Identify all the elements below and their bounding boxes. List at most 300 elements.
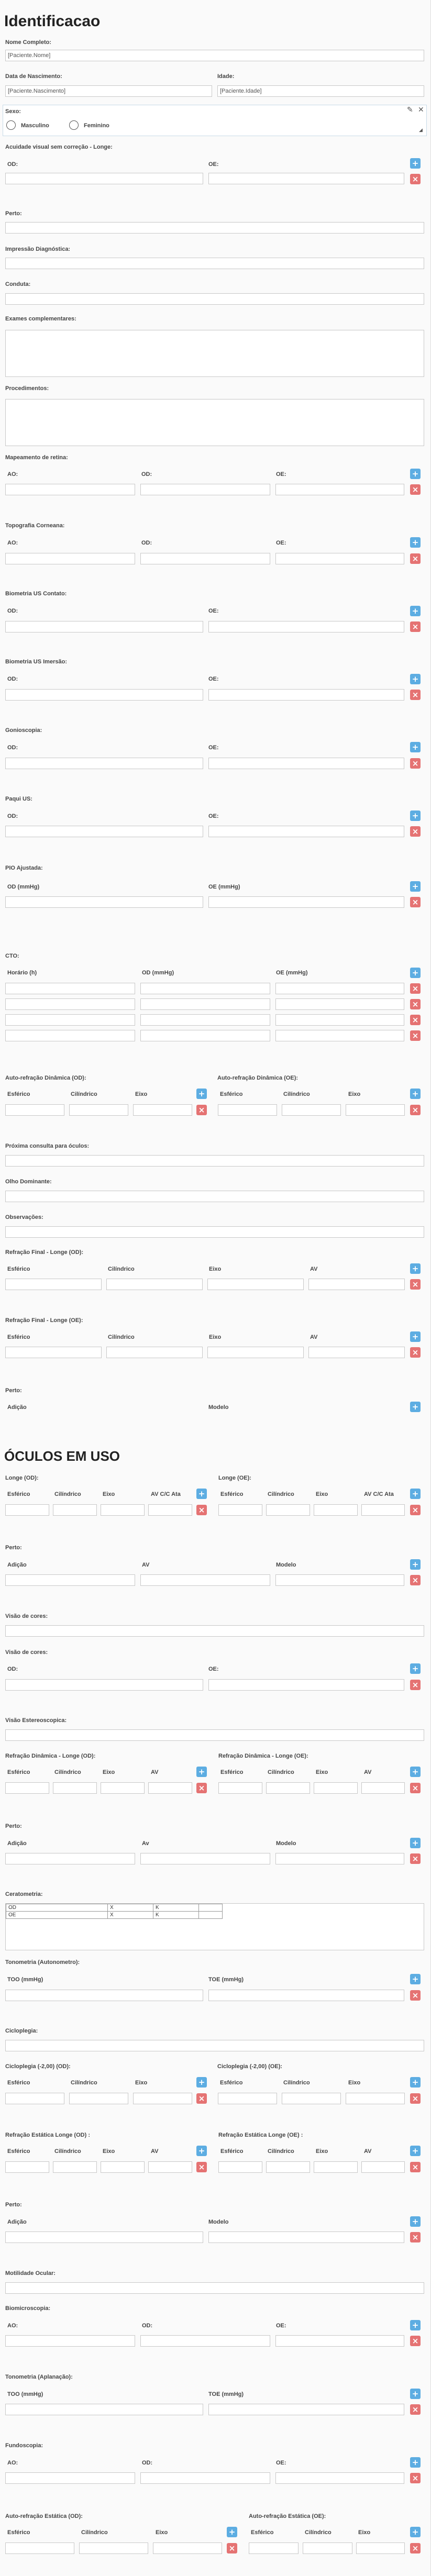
longe-oe-remove-button[interactable]: × xyxy=(410,1505,421,1515)
perto4-add-button[interactable]: + xyxy=(410,1838,421,1848)
mapeamento-add-button[interactable]: + xyxy=(410,469,421,479)
refracao-od-esf-col: Esférico xyxy=(7,1266,30,1272)
refest-oe-eixo-col: Eixo xyxy=(316,2148,328,2155)
kerato-cell[interactable]: K xyxy=(153,1912,199,1919)
acuidade-oe-input[interactable] xyxy=(208,173,404,184)
autoest-od-add-button[interactable]: + xyxy=(227,2527,237,2537)
kerato-cell[interactable]: X xyxy=(108,1904,153,1912)
refracao-oe-cil-input[interactable] xyxy=(106,1347,203,1358)
biometria-imersao-add-button[interactable]: + xyxy=(410,674,421,684)
refracao-oe-esf-col: Esférico xyxy=(7,1334,30,1340)
tonometria-auto-add-button[interactable]: + xyxy=(410,1974,421,1984)
pio-add-button[interactable]: + xyxy=(410,881,421,892)
perto4-modelo-input[interactable] xyxy=(275,1853,404,1864)
longe-od-cil-col: Cilíndrico xyxy=(54,1491,81,1497)
refest-od-eixo-col: Eixo xyxy=(103,2148,115,2155)
longe-oe-add-button[interactable]: + xyxy=(410,1489,421,1499)
mapeamento-ao-col: AO: xyxy=(7,471,18,478)
observacoes-label: Observações: xyxy=(5,1214,43,1220)
biometria-contato-remove-button[interactable]: × xyxy=(410,621,421,632)
cto-row1-horario[interactable] xyxy=(5,983,135,994)
perto3-label: Perto: xyxy=(5,1545,22,1551)
acuidade-remove-button[interactable]: × xyxy=(410,174,421,184)
refdin-oe-add-button[interactable]: + xyxy=(410,1767,421,1777)
perto3-add-button[interactable]: + xyxy=(410,1559,421,1570)
gonioscopia-oe-col: OE: xyxy=(208,745,219,751)
autoref-od-eixo-input[interactable] xyxy=(133,1104,192,1116)
cto-row4-horario[interactable] xyxy=(5,1030,135,1041)
cicloplegia-label: Cicloplegia: xyxy=(5,2028,38,2034)
biomicroscopia-remove-button[interactable]: × xyxy=(410,2336,421,2346)
pio-ajustada-label: PIO Ajustada: xyxy=(5,865,43,871)
ciclo-oe-label: Cicloplegia (-2,00) (OE): xyxy=(217,2063,283,2070)
autoest-od-esf-input[interactable] xyxy=(5,2542,74,2554)
ciclo-oe-eixo-input[interactable] xyxy=(346,2093,405,2104)
ciclo-od-add-button[interactable]: + xyxy=(196,2077,207,2088)
cto-row3-horario[interactable] xyxy=(5,1014,135,1026)
fundoscopia-oe-input[interactable] xyxy=(275,2472,404,2484)
topografia-ao-input[interactable] xyxy=(5,553,135,564)
autoref-od-label: Auto-refração Dinâmica (OD): xyxy=(5,1075,86,1081)
biometria-imersao-od-col: OD: xyxy=(7,676,18,682)
cto-row3-od[interactable] xyxy=(140,1014,270,1026)
refdin-oe-eixo-col: Eixo xyxy=(316,1769,328,1775)
biomicroscopia-oe-col: OE: xyxy=(276,2323,286,2329)
refest-od-cil-input[interactable] xyxy=(53,2161,97,2173)
mapeamento-label: Mapeamento de retina: xyxy=(5,454,68,461)
refracao-oe-eixo-input[interactable] xyxy=(207,1347,304,1358)
perto3-modelo-input[interactable] xyxy=(275,1574,404,1586)
visao-cores1-input[interactable] xyxy=(5,1625,424,1637)
refdin-od-remove-button[interactable]: × xyxy=(196,1783,207,1793)
perto3-adicao-col: Adição xyxy=(7,1562,27,1568)
refracao-od-eixo-col: Eixo xyxy=(209,1266,222,1272)
mapeamento-od-col: OD: xyxy=(141,471,152,478)
perto2-add-button[interactable]: + xyxy=(410,1402,421,1412)
paqui-oe-col: OE: xyxy=(208,813,219,819)
visao-estereo-input[interactable] xyxy=(5,1729,424,1741)
refest-od-eixo-input[interactable] xyxy=(101,2161,145,2173)
refdin-od-av-input[interactable] xyxy=(148,1782,192,1794)
paqui-od-col: OD: xyxy=(7,813,18,819)
refest-oe-add-button[interactable]: + xyxy=(410,2146,421,2156)
perto5-modelo-input[interactable] xyxy=(208,2231,404,2243)
autoref-oe-cil-input[interactable] xyxy=(282,1104,341,1116)
gonioscopia-od-input[interactable] xyxy=(5,758,203,769)
cto-row2-horario[interactable] xyxy=(5,998,135,1010)
refdin-oe-remove-button[interactable]: × xyxy=(410,1783,421,1793)
idade-input[interactable]: [Paciente.Idade] xyxy=(217,85,424,97)
topografia-od-input[interactable] xyxy=(140,553,270,564)
paqui-remove-button[interactable]: × xyxy=(410,826,421,837)
olho-dominante-label: Olho Dominante: xyxy=(5,1179,52,1185)
topografia-remove-button[interactable]: × xyxy=(410,553,421,564)
autoest-oe-esf-col: Esférico xyxy=(251,2529,274,2536)
refdin-oe-esf-input[interactable] xyxy=(218,1782,262,1794)
refracao-od-add-button[interactable]: + xyxy=(410,1263,421,1274)
biometria-imersao-oe-input[interactable] xyxy=(208,689,404,701)
impressao-label: Impressão Diagnóstica: xyxy=(5,246,71,252)
refracao-oe-av-input[interactable] xyxy=(308,1347,405,1358)
ceratometria-row-od xyxy=(6,1904,223,1912)
refracao-oe-remove-button[interactable]: × xyxy=(410,1347,421,1358)
cto-row4-oe[interactable] xyxy=(275,1030,404,1041)
autoest-oe-esf-input[interactable] xyxy=(249,2542,299,2554)
gonioscopia-label: Gonioscopia: xyxy=(5,727,42,734)
ciclo-od-eixo-input[interactable] xyxy=(133,2093,192,2104)
autoref-oe-cil-col: Cilíndrico xyxy=(283,1091,310,1097)
perto5-add-button[interactable]: + xyxy=(410,2216,421,2227)
tonometria-apl-toe-col: TOE (mmHg) xyxy=(208,2391,244,2397)
cto-od-col: OD (mmHg) xyxy=(142,970,174,976)
visao-cores2-od-col: OD: xyxy=(7,1666,18,1672)
pio-oe-input[interactable] xyxy=(208,896,404,908)
longe-oe-label: Longe (OE): xyxy=(218,1475,251,1481)
pio-od-input[interactable] xyxy=(5,896,203,908)
cto-row1-remove-button[interactable]: × xyxy=(410,983,421,994)
longe-od-esf-col: Esférico xyxy=(7,1491,30,1497)
proxima-input[interactable] xyxy=(5,1155,424,1167)
cto-horario-col: Horário (h) xyxy=(7,970,37,976)
refest-od-remove-button[interactable]: × xyxy=(196,2162,207,2172)
gonioscopia-oe-input[interactable] xyxy=(208,758,404,769)
autoest-oe-remove-button[interactable]: × xyxy=(410,2543,421,2553)
proxima-label: Próxima consulta para óculos: xyxy=(5,1143,90,1149)
autoref-oe-add-button[interactable]: + xyxy=(410,1089,421,1099)
ciclo-od-eixo-col: Eixo xyxy=(135,2080,148,2086)
refest-oe-remove-button[interactable]: × xyxy=(410,2162,421,2172)
cto-row2-oe[interactable] xyxy=(275,998,404,1010)
biomicroscopia-ao-col: AO: xyxy=(7,2323,18,2329)
motilidade-input[interactable] xyxy=(5,2282,424,2294)
ciclo-od-remove-button[interactable]: × xyxy=(196,2093,207,2104)
autoest-oe-label: Auto-refração Estática (OE): xyxy=(249,2513,326,2519)
autoref-od-esf-input[interactable] xyxy=(5,1104,64,1116)
perto-input[interactable] xyxy=(5,222,424,234)
perto2-modelo-col: Modelo xyxy=(208,1404,229,1411)
autoest-od-cil-input[interactable] xyxy=(79,2542,148,2554)
acuidade-add-button[interactable]: + xyxy=(410,158,421,169)
fundoscopia-remove-button[interactable]: × xyxy=(410,2473,421,2483)
cto-row4-remove-button[interactable]: × xyxy=(410,1030,421,1041)
sexo-box xyxy=(3,105,427,136)
ceratometria-label: Ceratometria: xyxy=(5,1891,43,1897)
biometria-contato-od-col: OD: xyxy=(7,608,18,614)
refest-od-add-button[interactable]: + xyxy=(196,2146,207,2156)
autoref-od-cil-input[interactable] xyxy=(69,1104,128,1116)
longe-od-eixo-input[interactable] xyxy=(101,1504,145,1516)
ciclo-oe-esf-input[interactable] xyxy=(218,2093,277,2104)
paqui-add-button[interactable]: + xyxy=(410,810,421,821)
refdin-oe-av-col: AV xyxy=(364,1769,372,1775)
refdin-oe-eixo-input[interactable] xyxy=(314,1782,358,1794)
perto5-modelo-col: Modelo xyxy=(208,2219,229,2225)
longe-od-label: Longe (OD): xyxy=(5,1475,39,1481)
refdin-oe-cil-input[interactable] xyxy=(266,1782,310,1794)
cto-row1-oe[interactable] xyxy=(275,983,404,994)
tonometria-auto-too-input[interactable] xyxy=(5,1990,203,2001)
refracao-od-cil-col: Cilíndrico xyxy=(108,1266,135,1272)
topografia-add-button[interactable]: + xyxy=(410,537,421,548)
refdin-oe-label: Refração Dinâmica - Longe (OE): xyxy=(218,1753,308,1759)
pio-remove-button[interactable]: × xyxy=(410,897,421,907)
cto-add-button[interactable]: + xyxy=(410,968,421,978)
tonometria-auto-remove-button[interactable]: × xyxy=(410,1990,421,2001)
cto-row2-od[interactable] xyxy=(140,998,270,1010)
cto-row4-od[interactable] xyxy=(140,1030,270,1041)
autoref-od-remove-button[interactable]: × xyxy=(196,1105,207,1115)
olho-dominante-input[interactable] xyxy=(5,1191,424,1202)
paqui-od-input[interactable] xyxy=(5,826,203,837)
perto4-av-input[interactable] xyxy=(140,1853,270,1864)
longe-od-cil-input[interactable] xyxy=(53,1504,97,1516)
visao-cores2-add-button[interactable]: + xyxy=(410,1663,421,1674)
fundoscopia-add-button[interactable]: + xyxy=(410,2457,421,2468)
cicloplegia-input[interactable] xyxy=(5,2040,424,2051)
ciclo-oe-cil-input[interactable] xyxy=(282,2093,341,2104)
longe-oe-av-input[interactable] xyxy=(361,1504,405,1516)
sexo-label: Sexo: xyxy=(5,108,21,115)
refracao-oe-esf-input[interactable] xyxy=(5,1347,102,1358)
ciclo-oe-add-button[interactable]: + xyxy=(410,2077,421,2088)
perto5-adicao-input[interactable] xyxy=(5,2231,203,2243)
longe-oe-esf-input[interactable] xyxy=(218,1504,262,1516)
nascimento-label: Data de Nascimento: xyxy=(5,73,62,80)
longe-oe-eixo-col: Eixo xyxy=(316,1491,328,1497)
refest-oe-esf-col: Esférico xyxy=(220,2148,244,2155)
visao-estereo-label: Visão Estereoscopica: xyxy=(5,1717,67,1724)
refdin-od-add-button[interactable]: + xyxy=(196,1767,207,1777)
biomicroscopia-ao-input[interactable] xyxy=(5,2335,135,2347)
cto-row1-od[interactable] xyxy=(140,983,270,994)
autoest-od-esf-col: Esférico xyxy=(7,2529,30,2536)
mapeamento-od-input[interactable] xyxy=(140,484,270,495)
procedimentos-textarea[interactable] xyxy=(5,399,424,446)
gonioscopia-remove-button[interactable]: × xyxy=(410,758,421,769)
tonometria-auto-label: Tonometria (Autonometro): xyxy=(5,1959,80,1966)
visao-cores2-oe-input[interactable] xyxy=(208,1679,404,1691)
perto2-adicao-col: Adição xyxy=(7,1404,27,1411)
paqui-oe-input[interactable] xyxy=(208,826,404,837)
refest-od-esf-input[interactable] xyxy=(5,2161,49,2173)
ciclo-od-cil-input[interactable] xyxy=(69,2093,128,2104)
refdin-od-av-col: AV xyxy=(151,1769,159,1775)
autoest-od-remove-button[interactable]: × xyxy=(227,2543,237,2553)
longe-oe-cil-col: Cilíndrico xyxy=(268,1491,294,1497)
resize-icon[interactable]: ◢ xyxy=(419,128,423,133)
impressao-input[interactable] xyxy=(5,258,424,269)
longe-od-eixo-col: Eixo xyxy=(103,1491,115,1497)
refdin-od-esf-input[interactable] xyxy=(5,1782,49,1794)
longe-od-esf-input[interactable] xyxy=(5,1504,49,1516)
perto3-av-col: AV xyxy=(142,1562,150,1568)
paqui-label: Paqui US: xyxy=(5,796,32,802)
mapeamento-ao-input[interactable] xyxy=(5,484,135,495)
refracao-od-av-input[interactable] xyxy=(308,1279,405,1290)
kerato-cell[interactable] xyxy=(199,1912,223,1919)
biometria-contato-add-button[interactable]: + xyxy=(410,606,421,616)
longe-od-av-input[interactable] xyxy=(148,1504,192,1516)
kerato-cell[interactable]: OE xyxy=(6,1912,108,1919)
edit-icon[interactable]: ✎ xyxy=(407,106,413,114)
perto4-adicao-input[interactable] xyxy=(5,1853,135,1864)
autoest-oe-cil-input[interactable] xyxy=(303,2542,352,2554)
tonometria-apl-toe-input[interactable] xyxy=(208,2404,404,2415)
page-title: Identificacao xyxy=(4,13,101,30)
cto-row3-remove-button[interactable]: × xyxy=(410,1015,421,1025)
longe-oe-eixo-input[interactable] xyxy=(314,1504,358,1516)
autoref-oe-remove-button[interactable]: × xyxy=(410,1105,421,1115)
autoref-oe-eixo-input[interactable] xyxy=(346,1104,405,1116)
autoest-oe-eixo-input[interactable] xyxy=(356,2542,405,2554)
perto3-av-input[interactable] xyxy=(140,1574,270,1586)
tonometria-apl-remove-button[interactable]: × xyxy=(410,2404,421,2415)
refdin-od-cil-col: Cilíndrico xyxy=(54,1769,81,1775)
biomicroscopia-add-button[interactable]: + xyxy=(410,2320,421,2330)
fundoscopia-od-input[interactable] xyxy=(140,2472,270,2484)
perto4-remove-button[interactable]: × xyxy=(410,1853,421,1864)
biometria-imersao-oe-col: OE: xyxy=(208,676,219,682)
autoest-od-cil-col: Cilíndrico xyxy=(81,2529,108,2536)
acuidade-od-col: OD: xyxy=(7,161,18,168)
kerato-cell[interactable]: X xyxy=(108,1912,153,1919)
refest-oe-esf-input[interactable] xyxy=(218,2161,262,2173)
visao-cores2-oe-col: OE: xyxy=(208,1666,219,1672)
autoest-oe-cil-col: Cilíndrico xyxy=(305,2529,331,2536)
topografia-od-col: OD: xyxy=(141,540,152,546)
cto-row2-remove-button[interactable]: × xyxy=(410,999,421,1009)
topografia-ao-col: AO: xyxy=(7,540,18,546)
fundoscopia-ao-input[interactable] xyxy=(5,2472,135,2484)
perto-label: Perto: xyxy=(5,210,22,217)
ciclo-oe-esf-col: Esférico xyxy=(220,2080,243,2086)
visao-cores1-label: Visão de cores: xyxy=(5,1613,48,1619)
exames-label: Exames complementares: xyxy=(5,316,76,322)
longe-od-remove-button[interactable]: × xyxy=(196,1505,207,1515)
nascimento-input[interactable]: [Paciente.Nascimento] xyxy=(5,85,212,97)
tonometria-apl-too-input[interactable] xyxy=(5,2404,203,2415)
biomicroscopia-od-col: OD: xyxy=(142,2323,153,2329)
refracao-oe-label: Refração Final - Longe (OE): xyxy=(5,1317,83,1324)
refest-oe-eixo-input[interactable] xyxy=(314,2161,358,2173)
refracao-od-esf-input[interactable] xyxy=(5,1279,102,1290)
autoref-od-eixo-col: Eixo xyxy=(135,1091,148,1097)
topografia-oe-input[interactable] xyxy=(275,553,404,564)
tonometria-auto-toe-input[interactable] xyxy=(208,1990,404,2001)
refdin-od-cil-input[interactable] xyxy=(53,1782,97,1794)
autoref-od-add-button[interactable]: + xyxy=(196,1089,207,1099)
autoref-oe-esf-input[interactable] xyxy=(218,1104,277,1116)
refest-od-av-col: AV xyxy=(151,2148,159,2155)
visao-cores2-od-input[interactable] xyxy=(5,1679,203,1691)
refest-od-cil-col: Cilíndrico xyxy=(54,2148,81,2155)
observacoes-input[interactable] xyxy=(5,1226,424,1238)
biometria-imersao-od-input[interactable] xyxy=(5,689,203,701)
fundoscopia-label: Fundoscopia: xyxy=(5,2442,43,2449)
biometria-contato-oe-input[interactable] xyxy=(208,621,404,632)
refracao-od-cil-input[interactable] xyxy=(106,1279,203,1290)
refest-oe-cil-input[interactable] xyxy=(266,2161,310,2173)
refracao-od-label: Refração Final - Longe (OD): xyxy=(5,1249,84,1256)
biometria-contato-oe-col: OE: xyxy=(208,608,219,614)
acuidade-od-input[interactable] xyxy=(5,173,203,184)
fundoscopia-ao-col: AO: xyxy=(7,2460,18,2466)
refracao-od-remove-button[interactable]: × xyxy=(410,1279,421,1290)
fundoscopia-oe-col: OE: xyxy=(276,2460,286,2466)
gonioscopia-add-button[interactable]: + xyxy=(410,742,421,752)
exames-textarea[interactable] xyxy=(5,330,424,377)
topografia-label: Topografia Corneana: xyxy=(5,523,65,529)
refdin-od-eixo-col: Eixo xyxy=(103,1769,115,1775)
tonometria-auto-toe-col: TOE (mmHg) xyxy=(208,1977,244,1983)
refest-od-av-input[interactable] xyxy=(148,2161,192,2173)
autoref-od-esf-col: Esférico xyxy=(7,1091,30,1097)
refracao-oe-eixo-col: Eixo xyxy=(209,1334,222,1340)
kerato-cell[interactable]: K xyxy=(153,1904,199,1912)
refracao-od-eixo-input[interactable] xyxy=(207,1279,304,1290)
biometria-contato-od-input[interactable] xyxy=(5,621,203,632)
longe-od-add-button[interactable]: + xyxy=(196,1489,207,1499)
ciclo-oe-remove-button[interactable]: × xyxy=(410,2093,421,2104)
refracao-oe-cil-col: Cilíndrico xyxy=(108,1334,135,1340)
autoref-oe-label: Auto-refração Dinâmica (OE): xyxy=(217,1075,299,1081)
nome-input[interactable]: [Paciente.Nome] xyxy=(5,50,424,61)
radio-feminino[interactable] xyxy=(69,120,79,130)
tonometria-auto-too-col: TOO (mmHg) xyxy=(7,1977,43,1983)
refest-oe-av-input[interactable] xyxy=(361,2161,405,2173)
fundoscopia-od-col: OD: xyxy=(142,2460,153,2466)
conduta-label: Conduta: xyxy=(5,281,31,287)
refracao-oe-add-button[interactable]: + xyxy=(410,1331,421,1342)
biometria-imersao-remove-button[interactable]: × xyxy=(410,690,421,700)
conduta-input[interactable] xyxy=(5,293,424,305)
kerato-cell[interactable] xyxy=(199,1904,223,1912)
autoest-oe-add-button[interactable]: + xyxy=(410,2527,421,2537)
ciclo-od-cil-col: Cilíndrico xyxy=(71,2080,97,2086)
perto3-adicao-input[interactable] xyxy=(5,1574,135,1586)
autoest-od-eixo-col: Eixo xyxy=(156,2529,168,2536)
mapeamento-remove-button[interactable]: × xyxy=(410,484,421,495)
perto3-modelo-col: Modelo xyxy=(276,1562,296,1568)
perto5-remove-button[interactable]: × xyxy=(410,2232,421,2242)
biomicroscopia-oe-input[interactable] xyxy=(275,2335,404,2347)
refdin-oe-av-input[interactable] xyxy=(361,1782,405,1794)
tonometria-apl-add-button[interactable]: + xyxy=(410,2389,421,2399)
longe-oe-av-col: AV C/C Ata xyxy=(364,1491,394,1497)
mapeamento-oe-input[interactable] xyxy=(275,484,404,495)
refest-od-esf-col: Esférico xyxy=(7,2148,30,2155)
acuidade-label: Acuidade visual sem correção - Longe: xyxy=(5,144,113,150)
cto-row3-oe[interactable] xyxy=(275,1014,404,1026)
radio-masculino[interactable] xyxy=(6,120,16,130)
kerato-cell[interactable]: OD xyxy=(6,1904,108,1912)
visao-cores2-remove-button[interactable]: × xyxy=(410,1680,421,1690)
ciclo-od-esf-input[interactable] xyxy=(5,2093,64,2104)
cto-oe-col: OE (mmHg) xyxy=(276,970,308,976)
refest-od-label: Refração Estática Longe (OD) : xyxy=(5,2132,90,2138)
biomicroscopia-od-input[interactable] xyxy=(140,2335,270,2347)
close-icon[interactable]: ✕ xyxy=(418,106,424,114)
autoest-od-eixo-input[interactable] xyxy=(153,2542,222,2554)
visao-cores2-label: Visão de cores: xyxy=(5,1649,48,1656)
refdin-od-label: Refração Dinâmica - Longe (OD): xyxy=(5,1753,96,1759)
ceratometria-table xyxy=(6,1904,223,1919)
longe-oe-cil-input[interactable] xyxy=(266,1504,310,1516)
ciclo-oe-cil-col: Cilíndrico xyxy=(283,2080,310,2086)
tonometria-apl-label: Tonometria (Aplanação): xyxy=(5,2374,73,2380)
perto3-remove-button[interactable]: × xyxy=(410,1575,421,1585)
refdin-od-eixo-input[interactable] xyxy=(101,1782,145,1794)
